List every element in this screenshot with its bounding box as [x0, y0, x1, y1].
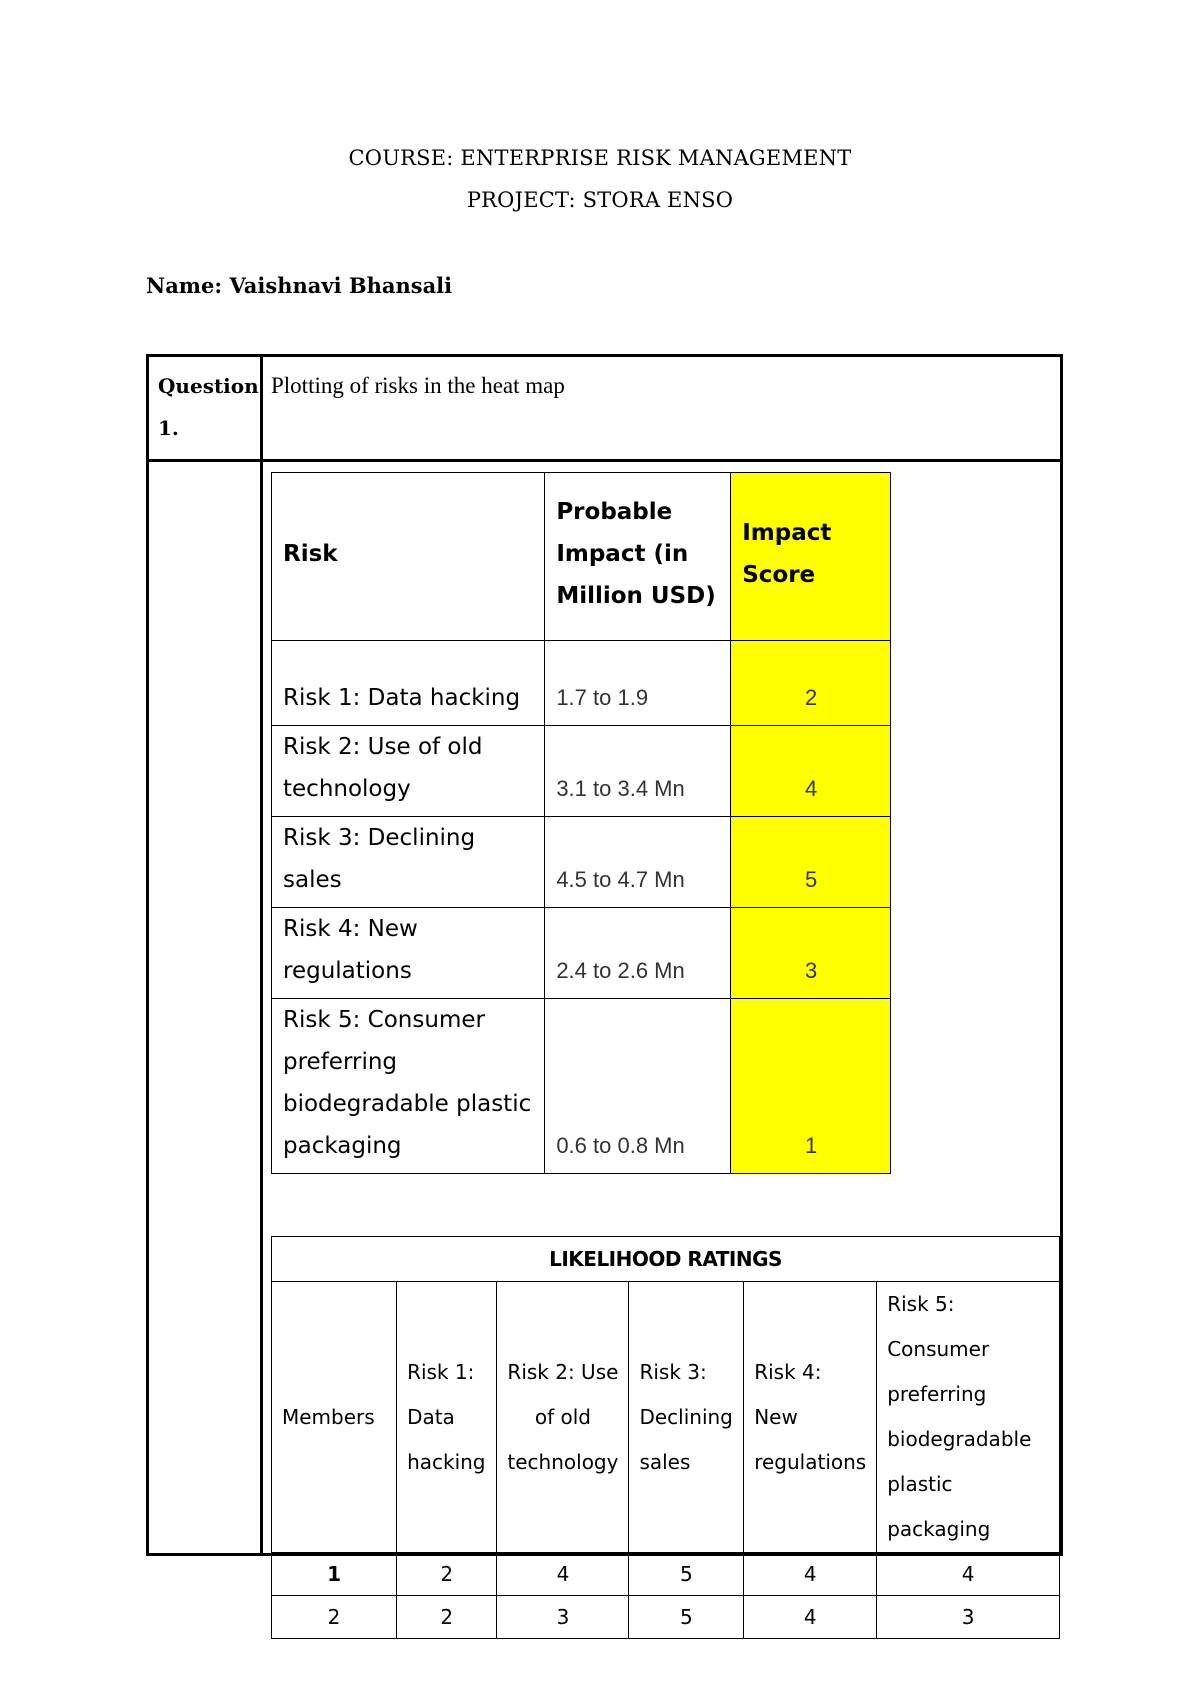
- header-risk-2: Risk 2: Use of old technology: [497, 1282, 629, 1553]
- rating-risk-1: 2: [397, 1596, 497, 1639]
- table-row: [272, 726, 891, 817]
- member-id: 1: [272, 1553, 397, 1596]
- rating-risk-2: 4: [497, 1553, 629, 1596]
- risk-name: Risk 1: Data hacking: [272, 641, 545, 726]
- table-row: [272, 999, 891, 1174]
- probable-impact: 4.5 to 4.7 Mn: [545, 817, 731, 908]
- table-row: [272, 1596, 1060, 1639]
- rating-risk-3: 5: [629, 1596, 744, 1639]
- table-row: [272, 641, 891, 726]
- risk-name: Risk 2: Use of old technology: [272, 726, 545, 817]
- impact-score: 3: [731, 908, 891, 999]
- table-row: [272, 817, 891, 908]
- rating-risk-5: 4: [877, 1553, 1060, 1596]
- student-name: Name: Vaishnavi Bhansali: [146, 273, 453, 298]
- impact-header-risk: Risk: [272, 473, 545, 641]
- header-members: Members: [272, 1282, 397, 1553]
- rating-risk-1: 2: [397, 1553, 497, 1596]
- table-row: [272, 1553, 1060, 1596]
- impact-header-score: Impact Score: [731, 473, 891, 641]
- header-risk-3: Risk 3: Declining sales: [629, 1282, 744, 1553]
- impact-score: 2: [731, 641, 891, 726]
- rating-risk-3: 5: [629, 1553, 744, 1596]
- course-title: COURSE: ENTERPRISE RISK MANAGEMENT: [348, 146, 852, 170]
- member-id: 2: [272, 1596, 397, 1639]
- impact-score: 4: [731, 726, 891, 817]
- impact-header-probable-impact: Probable Impact (in Million USD): [545, 473, 731, 641]
- frame-divider-horizontal: [146, 459, 1063, 462]
- risk-name: Risk 5: Consumer preferring biodegradable plastic packaging: [272, 999, 545, 1174]
- header-risk-4: Risk 4: New regulations: [744, 1282, 877, 1553]
- risk-name: Risk 3: Declining sales: [272, 817, 545, 908]
- rating-risk-5: 3: [877, 1596, 1060, 1639]
- header-risk-1: Risk 1: Data hacking: [397, 1282, 497, 1553]
- table-row: [272, 908, 891, 999]
- frame-divider-vertical: [260, 354, 263, 1556]
- project-title: PROJECT: STORA ENSO: [466, 188, 734, 212]
- likelihood-table: [271, 1236, 1060, 1639]
- impact-header-row: [272, 473, 891, 641]
- impact-score: 5: [731, 817, 891, 908]
- probable-impact: 1.7 to 1.9: [545, 641, 731, 726]
- likelihood-header-row: [272, 1282, 1060, 1553]
- rating-risk-4: 4: [744, 1596, 877, 1639]
- probable-impact: 2.4 to 2.6 Mn: [545, 908, 731, 999]
- question-label: Question 1.: [158, 374, 259, 440]
- question-text: Plotting of risks in the heat map: [271, 373, 565, 398]
- rating-risk-4: 4: [744, 1553, 877, 1596]
- likelihood-title: LIKELIHOOD RATINGS: [272, 1237, 1060, 1282]
- impact-table: [271, 472, 891, 1174]
- risk-name: Risk 4: New regulations: [272, 908, 545, 999]
- header-risk-5: Risk 5: Consumer preferring biodegradable plastic packaging: [877, 1282, 1060, 1553]
- probable-impact: 3.1 to 3.4 Mn: [545, 726, 731, 817]
- likelihood-title-row: [272, 1237, 1060, 1282]
- rating-risk-2: 3: [497, 1596, 629, 1639]
- impact-score: 1: [731, 999, 891, 1174]
- probable-impact: 0.6 to 0.8 Mn: [545, 999, 731, 1174]
